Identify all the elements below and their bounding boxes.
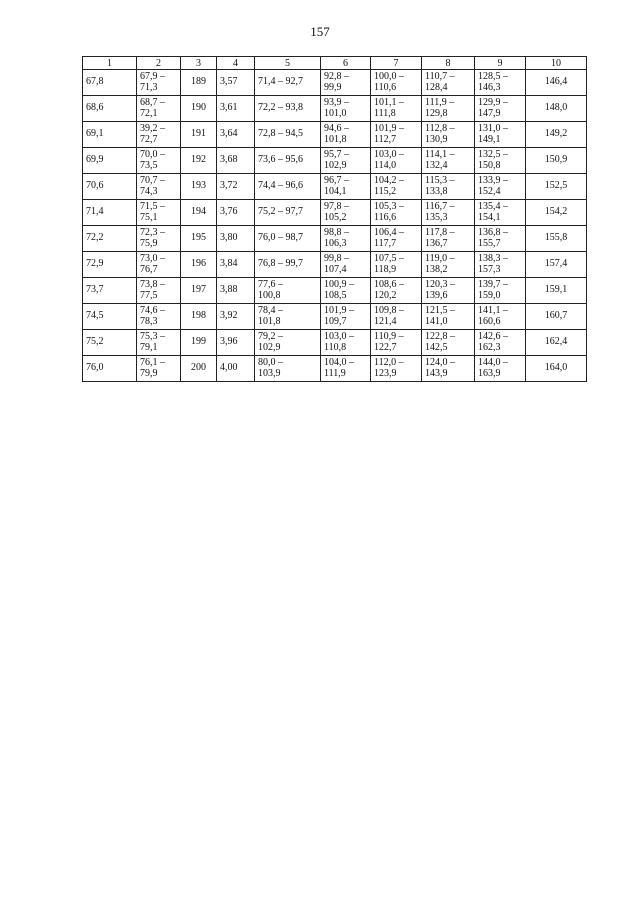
table-cell-col-9: [475, 122, 526, 148]
table-cell-col-6: [321, 70, 371, 96]
table-cell-col-3: 198: [181, 304, 217, 330]
table-cell-col-10: 159,1: [526, 278, 587, 304]
column-header: 10: [526, 57, 587, 70]
cell-line: 104,2 –: [374, 175, 404, 186]
table-cell-col-9: [475, 226, 526, 252]
table-row: [83, 226, 587, 252]
table-cell-col-6: [321, 278, 371, 304]
cell-line: 103,0 –: [374, 149, 404, 160]
cell-line: 105,3 –: [374, 201, 404, 212]
cell-line: 110,6: [374, 81, 397, 93]
table-cell-col-10: 149,2: [526, 122, 587, 148]
table-cell-col-2: [137, 304, 181, 330]
cell-line: 117,8 –: [425, 227, 455, 238]
data-table: [82, 56, 587, 382]
cell-line: 76,1 –: [140, 357, 165, 368]
table-cell-col-3: 191: [181, 122, 217, 148]
cell-line: 100,9 –: [324, 279, 354, 290]
table-cell-col-7: [371, 304, 422, 330]
column-header: 3: [181, 57, 217, 70]
table-cell-col-2: [137, 148, 181, 174]
cell-line: 76,7: [140, 263, 158, 275]
table-cell-col-2: [137, 174, 181, 200]
cell-line: 102,9: [324, 159, 347, 171]
table-cell-col-8: [422, 330, 475, 356]
cell-line: 68,7 –: [140, 97, 165, 108]
table-cell-col-2: [137, 330, 181, 356]
column-header: 4: [217, 57, 255, 70]
table-cell-col-2: [137, 70, 181, 96]
table-cell-col-8: [422, 226, 475, 252]
table-cell-col-10: 157,4: [526, 252, 587, 278]
table-cell-col-7: [371, 330, 422, 356]
cell-line: 101,9 –: [324, 305, 354, 316]
table-row: [83, 200, 587, 226]
cell-line: 109,7: [324, 315, 347, 327]
table-cell-col-5: [255, 174, 321, 200]
cell-line: 79,9: [140, 367, 158, 379]
table-cell-col-7: [371, 200, 422, 226]
table-cell-col-3: 189: [181, 70, 217, 96]
cell-line: 157,3: [478, 263, 501, 275]
cell-line: 72,3 –: [140, 227, 165, 238]
cell-line: 119,0 –: [425, 253, 455, 264]
cell-line: 104,1: [324, 185, 347, 197]
cell-line: 141,0: [425, 315, 448, 327]
cell-line: 73,0 –: [140, 253, 165, 264]
cell-line: 79,1: [140, 341, 158, 353]
cell-line: 128,5 –: [478, 71, 508, 82]
cell-line: 75,1: [140, 211, 158, 223]
cell-line: 114,0: [374, 159, 397, 171]
table-cell-col-5: [255, 304, 321, 330]
table-cell-col-8: [422, 174, 475, 200]
cell-line: 99,9: [324, 81, 342, 93]
table-cell-col-6: [321, 122, 371, 148]
table-cell-col-6: [321, 148, 371, 174]
cell-line: 110,8: [324, 341, 347, 353]
cell-line: 74,4 – 96,6: [258, 180, 303, 192]
cell-line: 124,0 –: [425, 357, 455, 368]
cell-line: 121,4: [374, 315, 397, 327]
table-cell-col-4: 3,68: [217, 148, 255, 174]
cell-line: 112,7: [374, 133, 397, 145]
table-cell-col-4: 3,84: [217, 252, 255, 278]
table-cell-col-3: 196: [181, 252, 217, 278]
table-cell-col-9: [475, 200, 526, 226]
table-cell-col-2: [137, 252, 181, 278]
table-cell-col-7: [371, 70, 422, 96]
cell-line: 102,9: [258, 341, 281, 353]
cell-line: 73,5: [140, 159, 158, 171]
table-row: [83, 278, 587, 304]
cell-line: 138,3 –: [478, 253, 508, 264]
table-cell-col-3: 194: [181, 200, 217, 226]
table-cell-col-3: 200: [181, 356, 217, 382]
column-header: 6: [321, 57, 371, 70]
table-cell-col-8: [422, 70, 475, 96]
table-cell-col-5: [255, 278, 321, 304]
cell-line: 115,2: [374, 185, 397, 197]
table-cell-col-7: [371, 96, 422, 122]
cell-line: 146,3: [478, 81, 501, 93]
table-cell-col-2: [137, 96, 181, 122]
cell-line: 107,5 –: [374, 253, 404, 264]
cell-line: 142,6 –: [478, 331, 508, 342]
table-cell-col-8: [422, 200, 475, 226]
table-cell-col-5: [255, 252, 321, 278]
table-cell-col-6: [321, 252, 371, 278]
table-cell-col-5: [255, 226, 321, 252]
cell-line: 77,5: [140, 289, 158, 301]
table-cell-col-9: [475, 96, 526, 122]
cell-line: 97,8 –: [324, 201, 349, 212]
cell-line: 162,3: [478, 341, 501, 353]
table-cell-col-1: 72,9: [83, 252, 137, 278]
cell-line: 77,6 –: [258, 279, 283, 290]
cell-line: 79,2 –: [258, 331, 283, 342]
cell-line: 150,8: [478, 159, 501, 171]
cell-line: 98,8 –: [324, 227, 349, 238]
cell-line: 100,8: [258, 289, 281, 301]
cell-line: 138,2: [425, 263, 448, 275]
cell-line: 111,9 –: [425, 97, 455, 108]
table-cell-col-4: 3,61: [217, 96, 255, 122]
cell-line: 163,9: [478, 367, 501, 379]
page-number: 157: [310, 24, 330, 39]
cell-line: 112,0 –: [374, 357, 404, 368]
cell-line: 94,6 –: [324, 123, 349, 134]
cell-line: 106,3: [324, 237, 347, 249]
cell-line: 139,6: [425, 289, 448, 301]
table-row: [83, 122, 587, 148]
table-cell-col-1: 67,8: [83, 70, 137, 96]
table-cell-col-7: [371, 278, 422, 304]
table-cell-col-4: 3,92: [217, 304, 255, 330]
table-cell-col-2: [137, 278, 181, 304]
table-cell-col-1: 68,6: [83, 96, 137, 122]
table-cell-col-10: 162,4: [526, 330, 587, 356]
cell-line: 111,8: [374, 107, 396, 119]
cell-line: 133,9 –: [478, 175, 508, 186]
cell-line: 80,0 –: [258, 357, 283, 368]
cell-line: 67,9 –: [140, 71, 165, 82]
cell-line: 117,7: [374, 237, 397, 249]
cell-line: 99,8 –: [324, 253, 349, 264]
cell-line: 129,8: [425, 107, 448, 119]
cell-line: 110,9 –: [374, 331, 404, 342]
table-cell-col-5: [255, 330, 321, 356]
table-cell-col-10: 152,5: [526, 174, 587, 200]
table-cell-col-3: 197: [181, 278, 217, 304]
cell-line: 72,1: [140, 107, 158, 119]
cell-line: 105,2: [324, 211, 347, 223]
table-cell-col-3: 199: [181, 330, 217, 356]
table-cell-col-4: 3,96: [217, 330, 255, 356]
table-cell-col-1: 75,2: [83, 330, 137, 356]
cell-line: 74,6 –: [140, 305, 165, 316]
cell-line: 103,9: [258, 367, 281, 379]
table-cell-col-1: 69,1: [83, 122, 137, 148]
table-row: [83, 304, 587, 330]
table-cell-col-3: 190: [181, 96, 217, 122]
table-row: [83, 148, 587, 174]
cell-line: 139,7 –: [478, 279, 508, 290]
cell-line: 76,0 – 98,7: [258, 232, 303, 244]
cell-line: 144,0 –: [478, 357, 508, 368]
cell-line: 116,6: [374, 211, 397, 223]
table-cell-col-6: [321, 174, 371, 200]
table-cell-col-7: [371, 226, 422, 252]
table-cell-col-10: 154,2: [526, 200, 587, 226]
cell-line: 130,9: [425, 133, 448, 145]
cell-line: 135,4 –: [478, 201, 508, 212]
table-cell-col-1: 72,2: [83, 226, 137, 252]
table-cell-col-10: 148,0: [526, 96, 587, 122]
table-cell-col-3: 193: [181, 174, 217, 200]
cell-line: 112,8 –: [425, 123, 455, 134]
table-row: [83, 330, 587, 356]
table-cell-col-1: 76,0: [83, 356, 137, 382]
table-row: [83, 70, 587, 96]
cell-line: 159,0: [478, 289, 501, 301]
table-cell-col-10: 146,4: [526, 70, 587, 96]
cell-line: 122,8 –: [425, 331, 455, 342]
cell-line: 70,0 –: [140, 149, 165, 160]
cell-line: 120,2: [374, 289, 397, 301]
table-cell-col-8: [422, 252, 475, 278]
cell-line: 143,9: [425, 367, 448, 379]
cell-line: 75,3 –: [140, 331, 165, 342]
cell-line: 136,7: [425, 237, 448, 249]
cell-line: 116,7 –: [425, 201, 455, 212]
cell-line: 73,8 –: [140, 279, 165, 290]
table-cell-col-4: 3,57: [217, 70, 255, 96]
cell-line: 72,8 – 94,5: [258, 128, 303, 140]
cell-line: 135,3: [425, 211, 448, 223]
table-cell-col-9: [475, 70, 526, 96]
table-cell-col-4: 4,00: [217, 356, 255, 382]
cell-line: 111,9: [324, 367, 346, 379]
cell-line: 136,8 –: [478, 227, 508, 238]
table-cell-col-5: [255, 70, 321, 96]
table-cell-col-2: [137, 356, 181, 382]
table-cell-col-2: [137, 122, 181, 148]
table-cell-col-10: 155,8: [526, 226, 587, 252]
cell-line: 154,1: [478, 211, 501, 223]
table-cell-col-5: [255, 200, 321, 226]
table-cell-col-5: [255, 122, 321, 148]
cell-line: 132,5 –: [478, 149, 508, 160]
cell-line: 39,2 –: [140, 123, 165, 134]
table-cell-col-9: [475, 174, 526, 200]
cell-line: 132,4: [425, 159, 448, 171]
table-cell-col-1: 69,9: [83, 148, 137, 174]
cell-line: 101,8: [324, 133, 347, 145]
header-row: [83, 57, 587, 70]
cell-line: 160,6: [478, 315, 501, 327]
table-cell-col-6: [321, 200, 371, 226]
cell-line: 101,1 –: [374, 97, 404, 108]
table-cell-col-3: 192: [181, 148, 217, 174]
table-row: [83, 252, 587, 278]
column-header: 8: [422, 57, 475, 70]
cell-line: 71,4 – 92,7: [258, 76, 303, 88]
table-cell-col-9: [475, 278, 526, 304]
table-cell-col-9: [475, 330, 526, 356]
cell-line: 100,0 –: [374, 71, 404, 82]
table-cell-col-5: [255, 96, 321, 122]
table-cell-col-3: 195: [181, 226, 217, 252]
cell-line: 75,9: [140, 237, 158, 249]
cell-line: 104,0 –: [324, 357, 354, 368]
table-cell-col-6: [321, 96, 371, 122]
cell-line: 74,3: [140, 185, 158, 197]
table-cell-col-7: [371, 174, 422, 200]
table-cell-col-7: [371, 252, 422, 278]
cell-line: 118,9: [374, 263, 397, 275]
cell-line: 93,9 –: [324, 97, 349, 108]
table-cell-col-10: 160,7: [526, 304, 587, 330]
cell-line: 123,9: [374, 367, 397, 379]
cell-line: 129,9 –: [478, 97, 508, 108]
cell-line: 120,3 –: [425, 279, 455, 290]
table-cell-col-5: [255, 148, 321, 174]
cell-line: 142,5: [425, 341, 448, 353]
cell-line: 78,4 –: [258, 305, 283, 316]
cell-line: 78,3: [140, 315, 158, 327]
table-cell-col-8: [422, 122, 475, 148]
table-row: [83, 356, 587, 382]
cell-line: 141,1 –: [478, 305, 508, 316]
table-body: [83, 70, 587, 382]
table-cell-col-8: [422, 356, 475, 382]
table-cell-col-6: [321, 356, 371, 382]
table-cell-col-8: [422, 304, 475, 330]
cell-line: 75,2 – 97,7: [258, 206, 303, 218]
cell-line: 147,9: [478, 107, 501, 119]
table-cell-col-6: [321, 226, 371, 252]
table-cell-col-4: 3,76: [217, 200, 255, 226]
table-cell-col-9: [475, 252, 526, 278]
column-header: 5: [255, 57, 321, 70]
cell-line: 108,6 –: [374, 279, 404, 290]
table-cell-col-4: 3,88: [217, 278, 255, 304]
table-cell-col-7: [371, 122, 422, 148]
table-cell-col-10: 164,0: [526, 356, 587, 382]
cell-line: 107,4: [324, 263, 347, 275]
cell-line: 110,7 –: [425, 71, 455, 82]
cell-line: 92,8 –: [324, 71, 349, 82]
table-cell-col-1: 71,4: [83, 200, 137, 226]
table-cell-col-8: [422, 148, 475, 174]
table-cell-col-2: [137, 200, 181, 226]
cell-line: 109,8 –: [374, 305, 404, 316]
cell-line: 76,8 – 99,7: [258, 258, 303, 270]
table-cell-col-7: [371, 356, 422, 382]
table-cell-col-2: [137, 226, 181, 252]
column-header: 9: [475, 57, 526, 70]
cell-line: 71,5 –: [140, 201, 165, 212]
cell-line: 133,8: [425, 185, 448, 197]
cell-line: 71,3: [140, 81, 158, 93]
table-cell-col-7: [371, 148, 422, 174]
table-cell-col-9: [475, 304, 526, 330]
column-header: 2: [137, 57, 181, 70]
cell-line: 72,7: [140, 133, 158, 145]
cell-line: 73,6 – 95,6: [258, 154, 303, 166]
table-cell-col-8: [422, 96, 475, 122]
cell-line: 149,1: [478, 133, 501, 145]
table-cell-col-4: 3,80: [217, 226, 255, 252]
table-cell-col-9: [475, 356, 526, 382]
cell-line: 96,7 –: [324, 175, 349, 186]
cell-line: 128,4: [425, 81, 448, 93]
cell-line: 114,1 –: [425, 149, 455, 160]
table-cell-col-4: 3,72: [217, 174, 255, 200]
cell-line: 106,4 –: [374, 227, 404, 238]
table-cell-col-8: [422, 278, 475, 304]
cell-line: 155,7: [478, 237, 501, 249]
table-cell-col-6: [321, 304, 371, 330]
cell-line: 115,3 –: [425, 175, 455, 186]
table-cell-col-4: 3,64: [217, 122, 255, 148]
cell-line: 101,8: [258, 315, 281, 327]
column-header: 7: [371, 57, 422, 70]
table-cell-col-1: 73,7: [83, 278, 137, 304]
column-header: 1: [83, 57, 137, 70]
table-cell-col-10: 150,9: [526, 148, 587, 174]
table-cell-col-1: 70,6: [83, 174, 137, 200]
table-cell-col-1: 74,5: [83, 304, 137, 330]
cell-line: 103,0 –: [324, 331, 354, 342]
cell-line: 152,4: [478, 185, 501, 197]
table-row: [83, 174, 587, 200]
table-cell-col-6: [321, 330, 371, 356]
cell-line: 72,2 – 93,8: [258, 102, 303, 114]
cell-line: 122,7: [374, 341, 397, 353]
cell-line: 131,0 –: [478, 123, 508, 134]
table-row: [83, 96, 587, 122]
cell-line: 121,5 –: [425, 305, 455, 316]
table-cell-col-9: [475, 148, 526, 174]
table-cell-col-5: [255, 356, 321, 382]
cell-line: 101,9 –: [374, 123, 404, 134]
cell-line: 108,5: [324, 289, 347, 301]
cell-line: 101,0: [324, 107, 347, 119]
cell-line: 70,7 –: [140, 175, 165, 186]
cell-line: 95,7 –: [324, 149, 349, 160]
